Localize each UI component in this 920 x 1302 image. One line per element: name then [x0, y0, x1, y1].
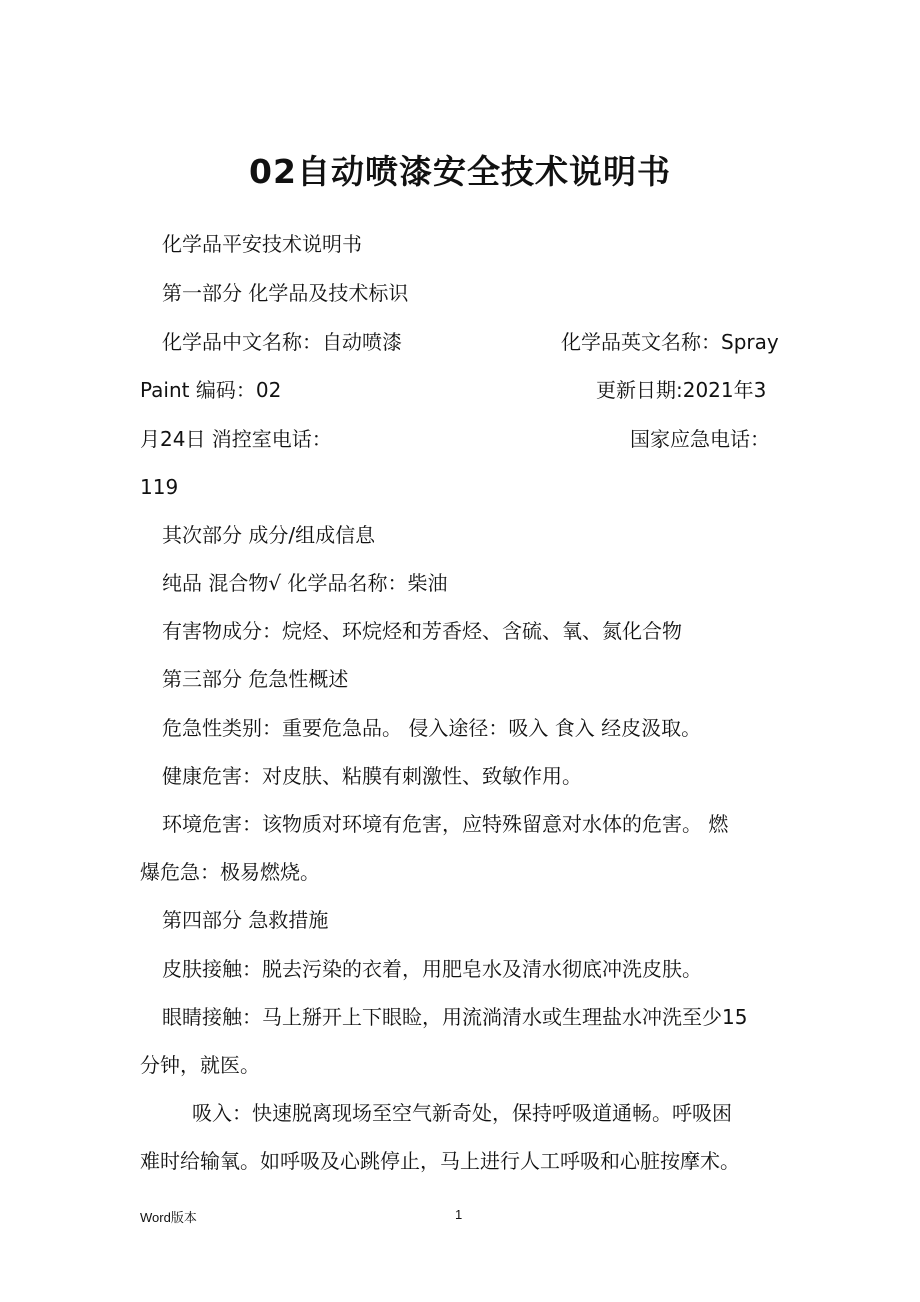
heading-line: 化学品平安技术说明书 — [162, 232, 362, 256]
inhalation-line2: 难时给输氧。如呼吸及心跳停止，马上进行人工呼吸和心脏按摩术。 — [140, 1149, 740, 1173]
environment-hazard-line1: 环境危害：该物质对环境有危害，应特殊留意对水体的危害。 燃 — [162, 812, 729, 836]
phone-number: 119 — [140, 475, 179, 499]
part4-heading: 第四部分 急救措施 — [162, 908, 329, 932]
page-number: 1 — [455, 1207, 463, 1222]
month-day-phone: 月24日 消控室电话： — [140, 427, 332, 451]
hazardous-components: 有害物成分：烷烃、环烷烃和芳香烃、含硫、氧、氮化合物 — [162, 619, 682, 643]
health-hazard: 健康危害：对皮肤、粘膜有刺激性、致敏作用。 — [162, 764, 582, 788]
document-title: 02自动喷漆安全技术说明书 — [249, 152, 671, 191]
skin-contact: 皮肤接触：脱去污染的衣着，用肥皂水及清水彻底冲洗皮肤。 — [162, 957, 702, 981]
eye-contact-line1: 眼睛接触：马上掰开上下眼睑，用流淌清水或生理盐水冲洗至少15 — [162, 1005, 748, 1029]
update-date: 更新日期:2021年3 — [596, 378, 767, 402]
national-phone: 国家应急电话： — [630, 427, 770, 451]
part1-heading: 第一部分 化学品及技术标识 — [162, 281, 409, 305]
eye-contact-line2: 分钟，就医。 — [140, 1053, 260, 1077]
hazard-category: 危急性类别：重要危急品。 侵入途径：吸入 食入 经皮汲取。 — [162, 716, 702, 740]
purity-line: 纯品 混合物√ 化学品名称：柴油 — [162, 571, 448, 595]
part2-heading: 其次部分 成分/组成信息 — [162, 523, 376, 547]
chinese-name: 化学品中文名称：自动喷漆 — [162, 330, 402, 354]
footer-version: Word版本 — [140, 1210, 197, 1225]
inhalation-line1: 吸入：快速脱离现场至空气新奇处，保持呼吸道通畅。呼吸困 — [192, 1101, 732, 1125]
english-name: 化学品英文名称：Spray — [561, 330, 779, 354]
paint-code: Paint 编码：02 — [140, 378, 282, 402]
environment-hazard-line2: 爆危急：极易燃烧。 — [140, 860, 320, 884]
part3-heading: 第三部分 危急性概述 — [162, 667, 349, 691]
